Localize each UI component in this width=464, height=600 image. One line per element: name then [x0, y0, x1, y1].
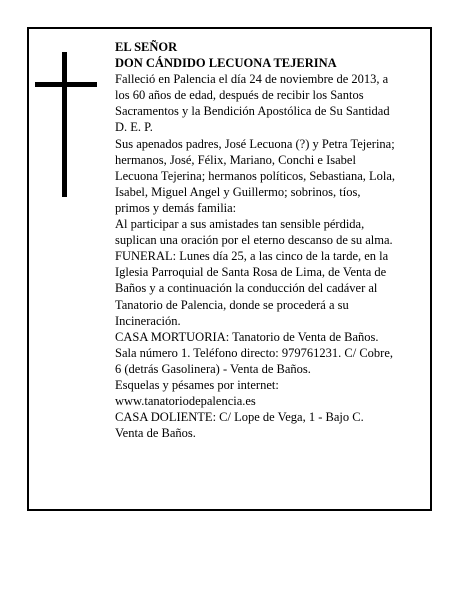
deceased-name: DON CÁNDIDO LECUONA TEJERINA: [115, 56, 337, 71]
notice-title-line: EL SEÑOR: [115, 40, 178, 54]
internet-condolences: Esquelas y pésames por internet: www.tanatoriodepalencia.es: [115, 377, 279, 409]
obituary-text: [115, 39, 420, 441]
cross-horizontal-bar: [35, 82, 97, 87]
prayer-request: Al participar a sus amistades tan sensible pérdida, suplican una oración por el eterno descanso de su alma.: [115, 217, 393, 248]
mourning-home-details: CASA DOLIENTE: C/ Lope de Vega, 1 - Bajo C. Venta de Baños.: [115, 410, 364, 441]
rip-line: D. E. P.: [115, 120, 153, 135]
death-announcement: Falleció en Palencia el día 24 de noviembre de 2013, a los 60 años de edad, después de recibir los Santos Sacramentos y la Bendición Apostólica de Su Santidad: [115, 72, 390, 119]
funeral-details: FUNERAL: Lunes día 25, a las cinco de la tarde, en la Iglesia Parroquial de Santa Rosa de Lima, de Venta de Baños y a continuación la conducción del cadáver al Tanatorio de Palencia, donde se procederá a su Incineración.: [115, 249, 389, 328]
mortuary-details: CASA MORTUORIA: Tanatorio de Venta de Baños. Sala número 1. Teléfono directo: 979761231. C/ Cobre, 6 (detrás Gasolinera) - Venta de Baños.: [115, 329, 394, 376]
latin-cross-icon: [35, 52, 97, 197]
family-list: Sus apenados padres, José Lecuona (?) y Petra Tejerina; hermanos, José, Félix, Mariano, Conchi e Isabel Lecuona Tejerina; hermanos políticos, Sebastiana, Lola, Isabel, Miguel Angel y Guillermo; sobrinos, tíos, primos y demás familia:: [115, 136, 396, 215]
cross-vertical-bar: [62, 52, 67, 197]
